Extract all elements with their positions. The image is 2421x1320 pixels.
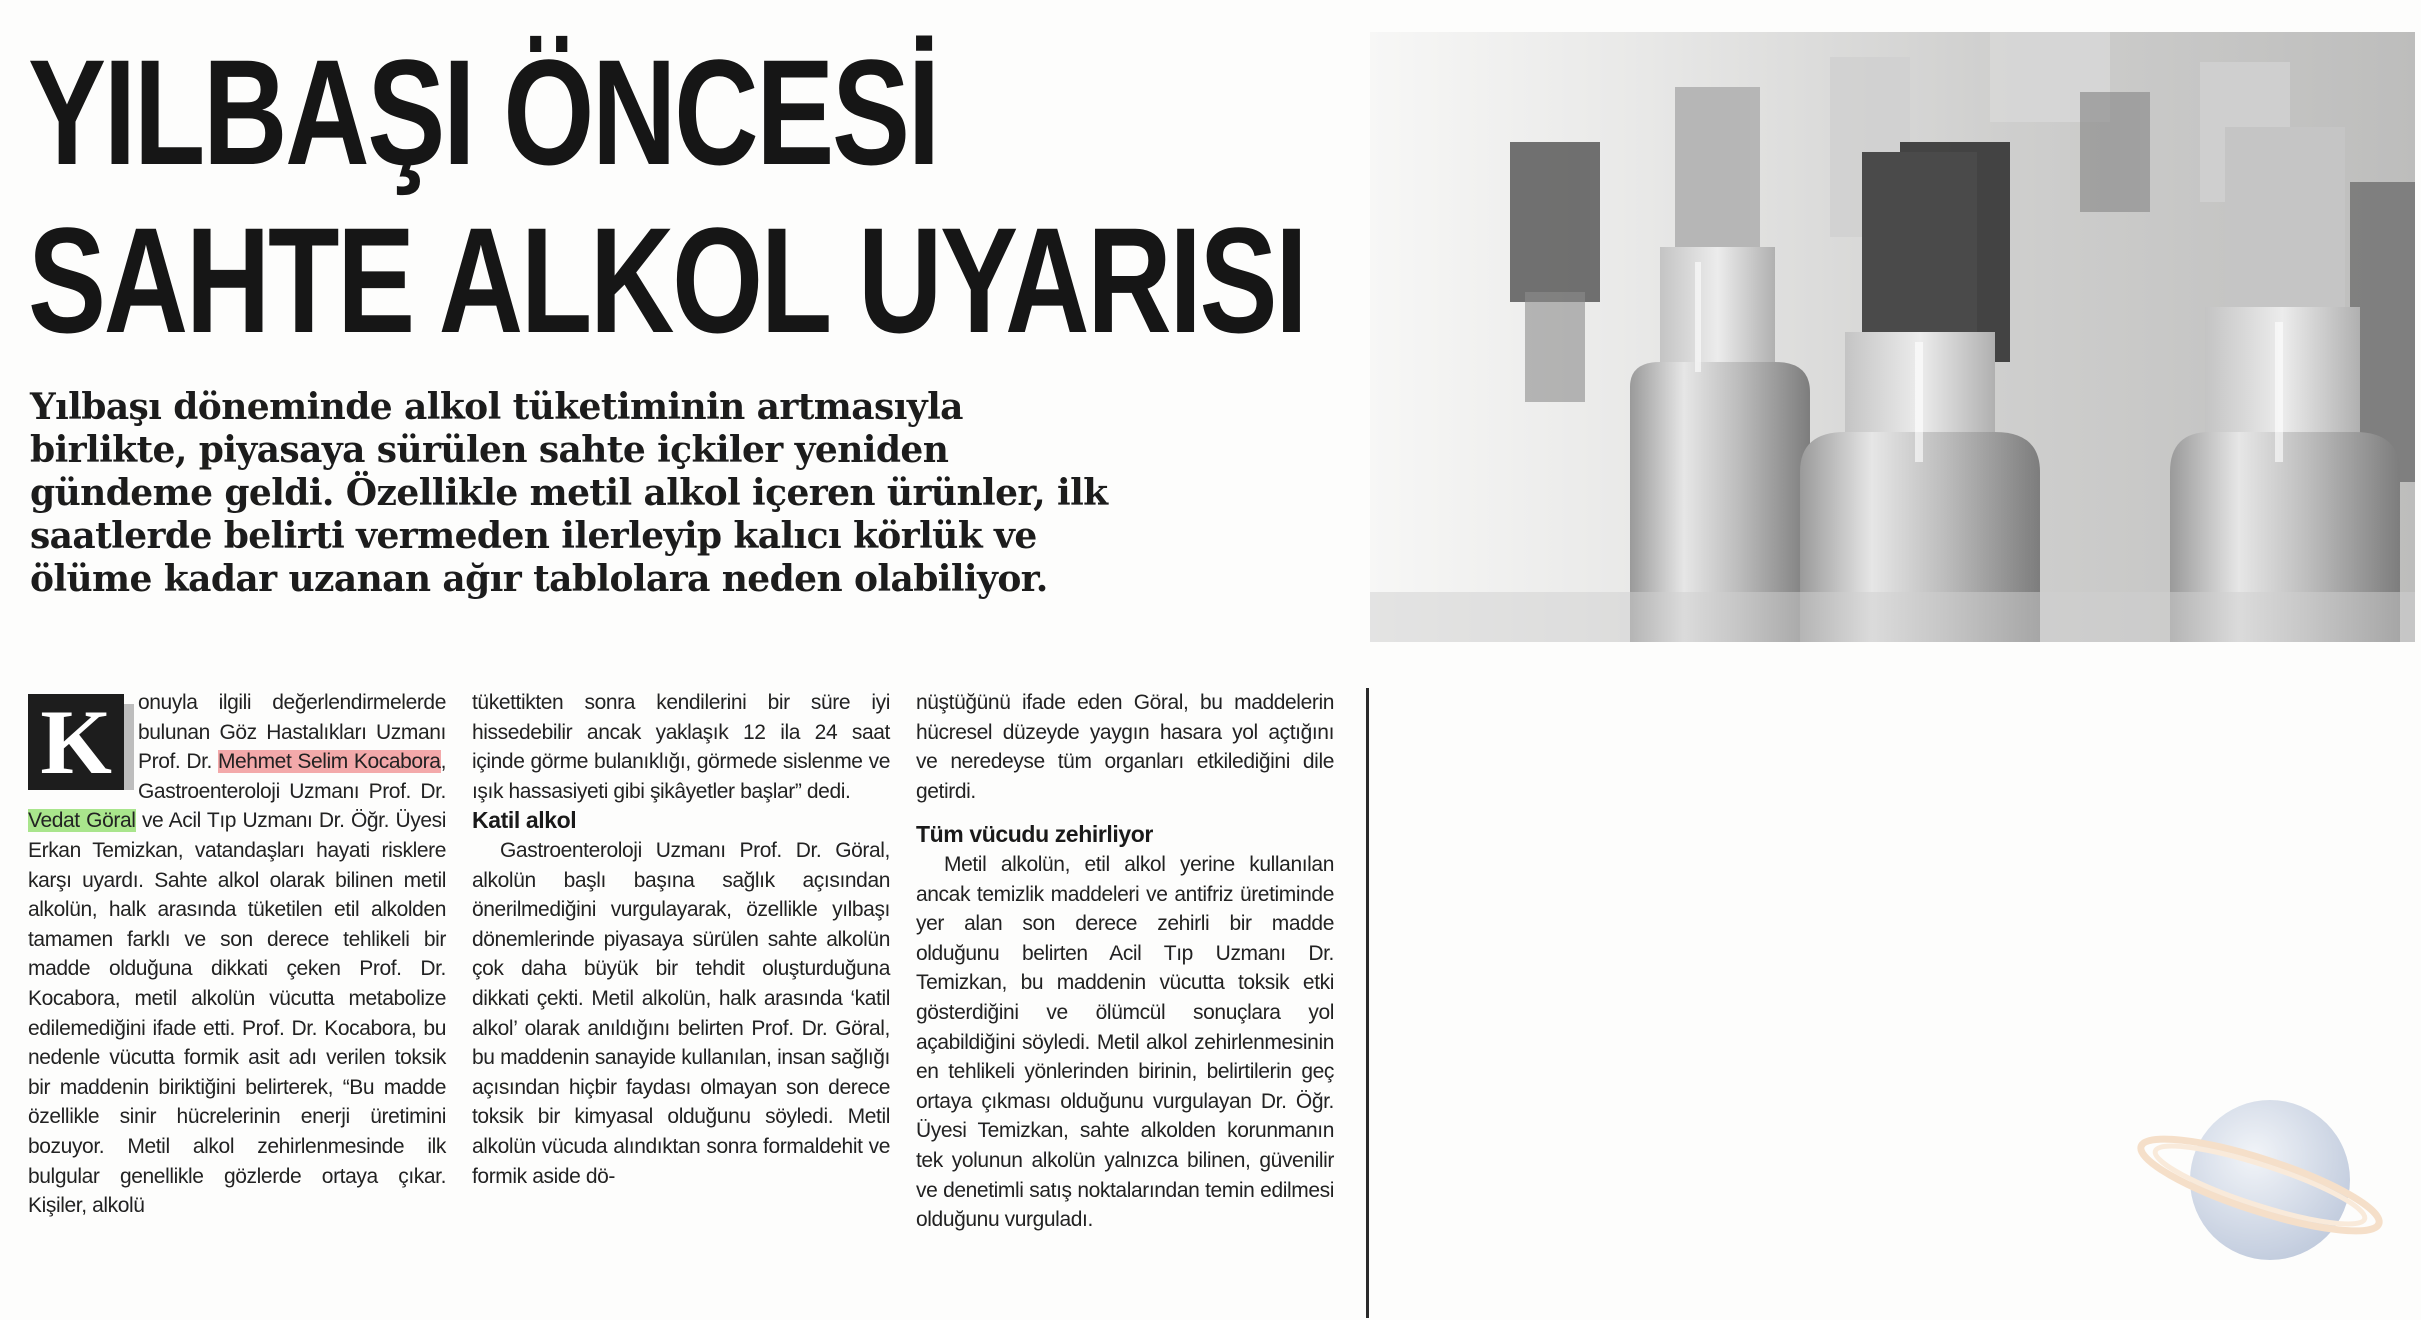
subhead-katil-alkol: Katil alkol	[472, 807, 577, 834]
column-3	[916, 688, 1334, 1235]
col2-paragraph-1: tükettikten sonra kendilerini bir süre iyi hissedebilir ancak yaklaşık 12 ila 24 saat içinde görme bulanıklığı, görmede sislenme ve ışık hassasiyeti gibi şikâyetler başlar” dedi.	[472, 691, 890, 803]
column-rule	[1366, 688, 1369, 1318]
highlighted-name-kocabora: Mehmet Selim Kocabora	[217, 750, 441, 774]
headline	[28, 28, 1306, 364]
subhead-tum-vucudu: Tüm vücudu zehirliyor	[916, 821, 1153, 848]
headline-line-2: SAHTE ALKOL UYARISI	[28, 196, 1306, 364]
article-body	[28, 688, 1368, 1313]
column-1	[28, 688, 446, 1221]
col1-text-b: , Gastroenteroloji Uzmanı Prof. Dr.	[138, 750, 446, 803]
col1-text-a: onuyla ilgili değerlendirmelerde bulunan Göz Hastalıkları Uzmanı Prof. Dr.	[138, 691, 446, 774]
col3-paragraph-1: nüştüğünü ifade eden Göral, bu maddelerin hücresel düzeyde yaygın hasara yol açtığını ve neredeyse tüm organları etkilediğini dile getirdi.	[916, 691, 1334, 803]
bottles-photo	[1370, 32, 2415, 642]
lead-paragraph: Yılbaşı döneminde alkol tüketiminin artmasıyla birlikte, piyasaya sürülen sahte içkiler yeniden gündeme geldi. Özellikle metil alkol içeren ürünler, ilk saatlerde belirti vermeden ilerleyip kalıcı körlük ve ölüme kadar uzanan ağır tablolara neden olabiliyor.	[30, 386, 1108, 600]
dropcap: K	[28, 694, 124, 790]
planet-logo-icon	[2130, 1085, 2390, 1275]
column-2	[472, 688, 890, 1191]
col1-text-c: ve Acil Tıp Uzmanı Dr. Öğr. Üyesi Erkan Temizkan, vatandaşları hayati risklere karşı uyardı. Sahte alkol olarak bilinen metil alkolün, halk arasında tüketilen etil alkolden tamamen farklı ve son derece tehlikeli bir madde olduğuna dikkati çeken Prof. Dr. Kocabora, metil alkolün vücutta metabolize edilemediğini ifade etti. Prof. Dr. Kocabora, bu nedenle vücutta formik asit adı verilen toksik bir maddenin biriktiğini belirterek, “Bu madde özellikle sinir hücrelerinin enerji üretimini bozuyor. Metil alkol zehirlenmesinde ilk bulgular genellikle gözlerde ortaya çıkar. Kişiler, alkolü	[28, 809, 446, 1218]
headline-line-1: YILBAŞI ÖNCESİ	[28, 28, 938, 196]
col3-paragraph-2: Metil alkolün, etil alkol yerine kullanılan ancak temizlik maddeleri ve antifriz üretiminde yer alan son derece zehirli bir madde olduğunu belirten Acil Tıp Uzmanı Dr. Temizkan, bu maddenin vücutta toksik etki gösterdiğini ve ölümcül sonuçlara yol açabildiğini söyledi. Metil alkol zehirlenmesinin en tehlikeli yönlerinden birinin, belirtilerin geç ortaya çıkması olduğunu vurgulayan Dr. Öğr. Üyesi Temizkan, sahte alkolden korunmanın tek yolunun alkolün yalnızca bilinen, güvenilir ve denetimli satış noktalarından temin edilmesi olduğunu vurguladı.	[916, 852, 1334, 1232]
col2-paragraph-2: Gastroenteroloji Uzmanı Prof. Dr. Göral, alkolün başlı başına sağlık açısından önerilmediğini vurgulayarak, özellikle yılbaşı dönemlerinde piyasaya sürülen sahte alkolün çok daha büyük bir tehdit oluşturduğuna dikkati çekti. Metil alkolün, halk arasında ‘katil alkol’ olarak anıldığını belirten Prof. Dr. Göral, bu maddenin sanayide kullanılan, insan sağlığı açısından hiçbir faydası olmayan son derece toksik bir kimyasal olduğunu söyledi. Metil alkolün vücuda alındıktan sonra formaldehit ve formik aside dö-	[472, 838, 890, 1188]
highlighted-name-goral: Vedat Göral	[28, 809, 136, 833]
